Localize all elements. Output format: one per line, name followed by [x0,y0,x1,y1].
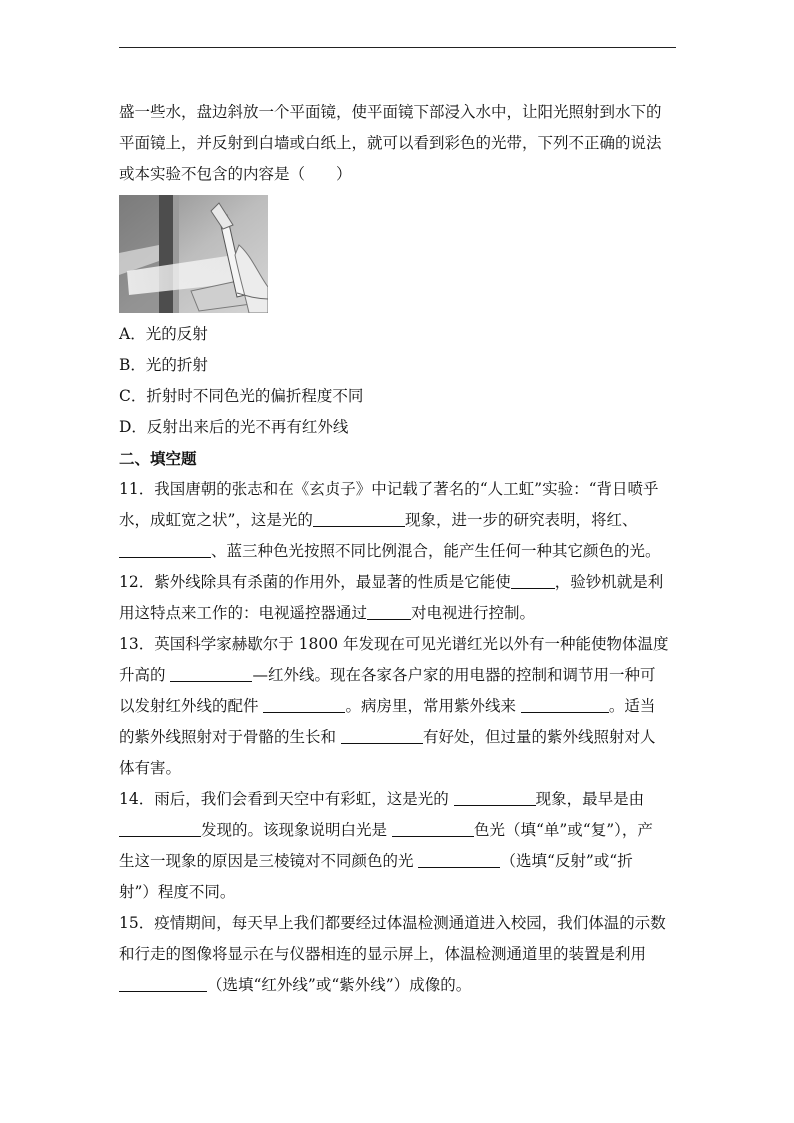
q13-text-g: 有好处，但过量的紫外线照射对人 [422,728,656,746]
q15-blank-1[interactable] [119,971,207,992]
q13-line-4 [119,722,677,753]
q15-line-1: 15．疫情期间，每天早上我们都要经过体温检测通道进入校园，我们体温的示数 [119,914,666,932]
q14-blank-2[interactable] [119,816,201,837]
section-title: 二、填空题 [119,449,197,468]
option-b: B．光的折射 [119,356,208,374]
q12-text-b: ，验钞机就是利 [554,573,664,591]
q12-text-c: 用这特点来工作的：电视遥控器通过 [119,604,368,622]
q11-line-3 [119,536,677,567]
q12-blank-2[interactable] [367,599,411,620]
experiment-figure [119,195,268,313]
intro-line-3: 或本实验不包含的内容是（ ） [119,165,352,183]
q13-blank-3[interactable] [521,692,609,713]
q14-blank-3[interactable] [392,816,474,837]
q13-blank-4[interactable] [341,723,423,744]
intro-line-1: 盛一些水，盘边斜放一个平面镜，使平面镜下部浸入水中，让阳光照射到水下的 [119,103,662,121]
q13-text-b: —红外线。现在各家各户家的用电器的控制和调节用一种可 [252,666,656,684]
q15-line-3 [119,970,677,1001]
q11-text-b: 现象，进一步的研究表明，将红、 [404,511,638,529]
q13-text-d: 。病房里，常用紫外线来 [345,697,521,715]
q14-text-e: 生这一现象的原因是三棱镜对不同颜色的光 [119,852,419,870]
option-a: A．光的反射 [119,325,208,343]
q13-text-a: 升高的 [119,666,171,684]
q14-text-d: 色光（填“单”或“复”），产 [473,821,653,839]
q12-text-d: 对电视进行控制。 [411,604,536,622]
q14-text-b: 现象，最早是由 [535,790,645,808]
q13-line-1: 13．英国科学家赫歇尔于 1800 年发现在可见光谱红光以外有一种能使物体温度 [119,635,669,653]
q14-text-a: 14．雨后，我们会看到天空中有彩虹，这是光的 [119,790,454,808]
q13-text-e: 。适当 [608,697,656,715]
q14-line-4: 射”）程度不同。 [119,883,236,901]
q12-line-1 [119,567,677,598]
q13-text-f: 的紫外线照射对于骨骼的生长和 [119,728,341,746]
q11-text-a: 水，成虹宽之状”，这是光的 [119,511,313,529]
q11-text-c: 、蓝三种色光按照不同比例混合，能产生任何一种其它颜色的光。 [211,542,661,560]
q12-blank-1[interactable] [511,568,555,589]
header-rule [119,47,676,48]
q13-line-5: 体有害。 [119,759,182,777]
q15-line-2: 和行走的图像将显示在与仪器相连的显示屏上，体温检测通道里的装置是利用 [119,945,647,963]
q14-text-f: （选填“反射”或“折 [500,852,633,870]
q14-line-1 [119,784,677,815]
q12-line-2 [119,598,677,629]
document-body [119,97,677,1001]
intro-line-2: 平面镜上，并反射到白墙或白纸上，就可以看到彩色的光带，下列不正确的说法 [119,134,662,152]
option-c: C．折射时不同色光的偏折程度不同 [119,387,364,405]
q14-line-2 [119,815,677,846]
q11-blank-2[interactable] [119,537,211,558]
q13-text-c: 以发射红外线的配件 [119,697,264,715]
mirror-experiment-illustration [119,195,268,313]
q11-line-2 [119,505,677,536]
q13-blank-1[interactable] [170,661,252,682]
option-d: D．反射出来后的光不再有红外线 [119,418,349,436]
q11-line-1: 11．我国唐朝的张志和在《玄贞子》中记载了著名的“人工虹”实验：“背日喷乎 [119,480,659,498]
q15-text-a: （选填“红外线”或“紫外线”）成像的。 [207,976,472,994]
q14-line-3 [119,846,677,877]
q13-blank-2[interactable] [263,692,345,713]
q14-blank-1[interactable] [454,785,536,806]
q13-line-3 [119,691,677,722]
q14-text-c: 发现的。该现象说明白光是 [201,821,392,839]
q12-text-a: 12．紫外线除具有杀菌的作用外，最显著的性质是它能使 [119,573,511,591]
q11-blank-1[interactable] [313,506,405,527]
q14-blank-4[interactable] [418,847,500,868]
q13-line-2 [119,660,677,691]
